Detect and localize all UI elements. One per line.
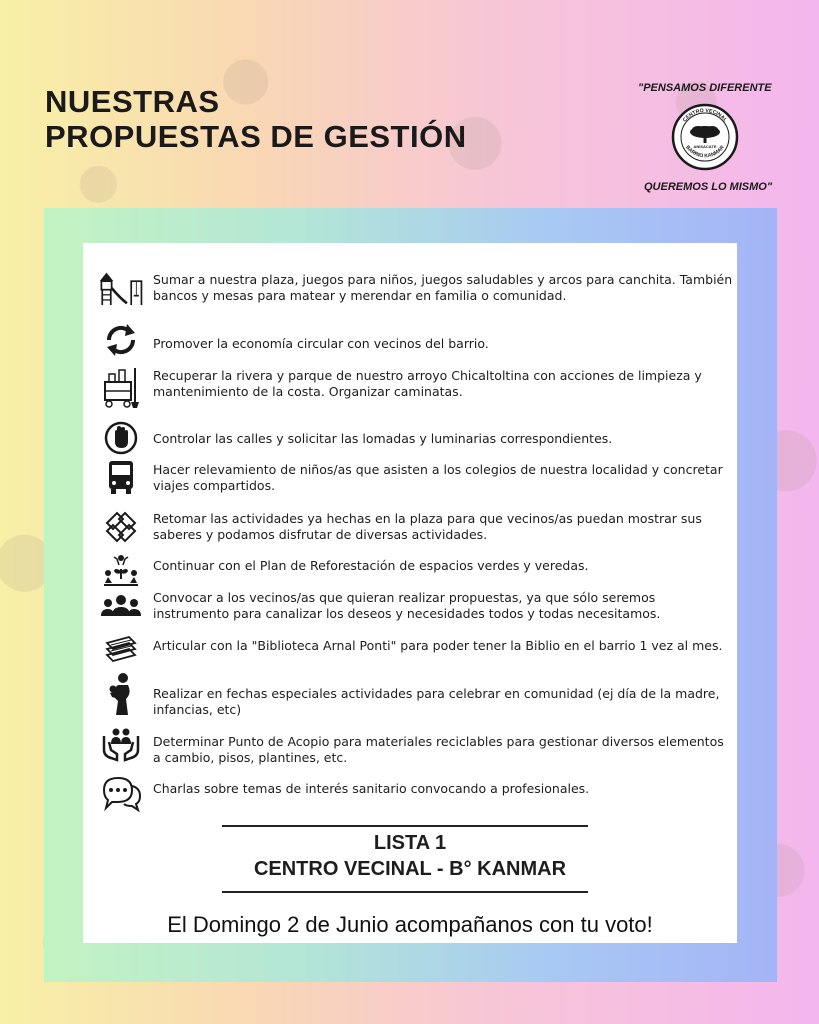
proposal-item-12 [98, 771, 738, 815]
footer-message: El Domingo 2 de Junio acompañanos con tu voto! [167, 912, 653, 937]
bus-icon [98, 455, 144, 499]
playground-icon [98, 266, 144, 310]
title-line-1: NUESTRAS [45, 84, 220, 119]
separator-top [222, 825, 588, 827]
hands-people-icon [98, 722, 144, 766]
proposal-text-7: Continuar con el Plan de Reforestación de espacios verdes y veredas. [153, 558, 589, 573]
proposal-item-5 [98, 455, 738, 499]
proposal-text-9: Articular con la "Biblioteca Arnal Ponti" para poder tener la Biblio en el barrio 1 vez al mes. [153, 638, 723, 653]
proposal-item-4 [98, 416, 738, 460]
hands-together-icon [98, 505, 144, 549]
proposal-item-1 [98, 266, 738, 310]
books-icon [98, 628, 144, 672]
slogan-top: "PENSAMOS DIFERENTE [638, 82, 772, 94]
stop-hand-icon [98, 416, 144, 460]
mother-child-icon [98, 672, 144, 716]
recycle-arrows-icon [98, 318, 144, 362]
logo-ring-top: CENTRO VECINAL [681, 107, 729, 124]
slogan-bottom: QUEREMOS LO MISMO" [644, 181, 773, 193]
proposal-item-9 [98, 628, 738, 672]
logo-seal [671, 103, 739, 171]
proposal-item-8 [98, 585, 738, 629]
proposal-text-5: Hacer relevamiento de niños/as que asisten a los colegios de nuestra localidad y concretar viajes compartidos. [153, 462, 723, 493]
proposal-text-10: Realizar en fechas especiales actividades para celebrar en comunidad (ej día de la madre, infancias, etc) [153, 686, 720, 717]
logo-center-text: ANISACATE [693, 144, 717, 149]
logo-ring-bottom: BARRIO KANMAR [684, 144, 726, 160]
proposal-text-8: Convocar a los vecinos/as que quieran realizar propuestas, ya que sólo seremos instrumento para canalizar los deseos y necesidades todos y todas necesitamos. [153, 590, 661, 621]
proposal-text-1: Sumar a nuestra plaza, juegos para niños, juegos saludables y arcos para canchita. También bancos y mesas para matear y merendar en familia o comunidad. [153, 272, 733, 303]
proposal-text-12: Charlas sobre temas de interés sanitario convocando a profesionales. [153, 781, 590, 796]
chat-bubbles-icon [98, 771, 144, 815]
proposal-text-6: Retomar las actividades ya hechas en la plaza para que vecinos/as puedan mostrar sus saberes y podamos disfrutar de diversas actividades. [153, 511, 702, 542]
separator-bottom [222, 891, 588, 893]
people-group-icon [98, 585, 144, 629]
proposal-text-11: Determinar Punto de Acopio para materiales reciclables para gestionar diversos elementos a cambio, pisos, plantines, etc. [153, 734, 724, 765]
proposal-item-10 [98, 672, 738, 716]
page-title [45, 84, 467, 154]
proposal-item-3 [98, 366, 738, 410]
proposal-item-11 [98, 722, 738, 766]
proposal-text-4: Controlar las calles y solicitar las lomadas y luminarias correspondientes. [153, 431, 613, 446]
lista-line-1: LISTA 1 [373, 832, 447, 854]
proposal-item-2 [98, 318, 738, 362]
proposal-text-2: Promover la economía circular con vecinos del barrio. [153, 336, 489, 351]
proposal-item-6 [98, 505, 738, 549]
lista-line-2: CENTRO VECINAL - B° KANMAR [253, 858, 567, 880]
cleaning-cart-icon [98, 366, 144, 410]
proposal-text-3: Recuperar la rivera y parque de nuestro arroyo Chicaltoltina con acciones de limpieza y mantenimiento de la costa. Organizar caminatas. [153, 368, 702, 399]
title-line-2: PROPUESTAS DE GESTIÓN [45, 119, 467, 154]
